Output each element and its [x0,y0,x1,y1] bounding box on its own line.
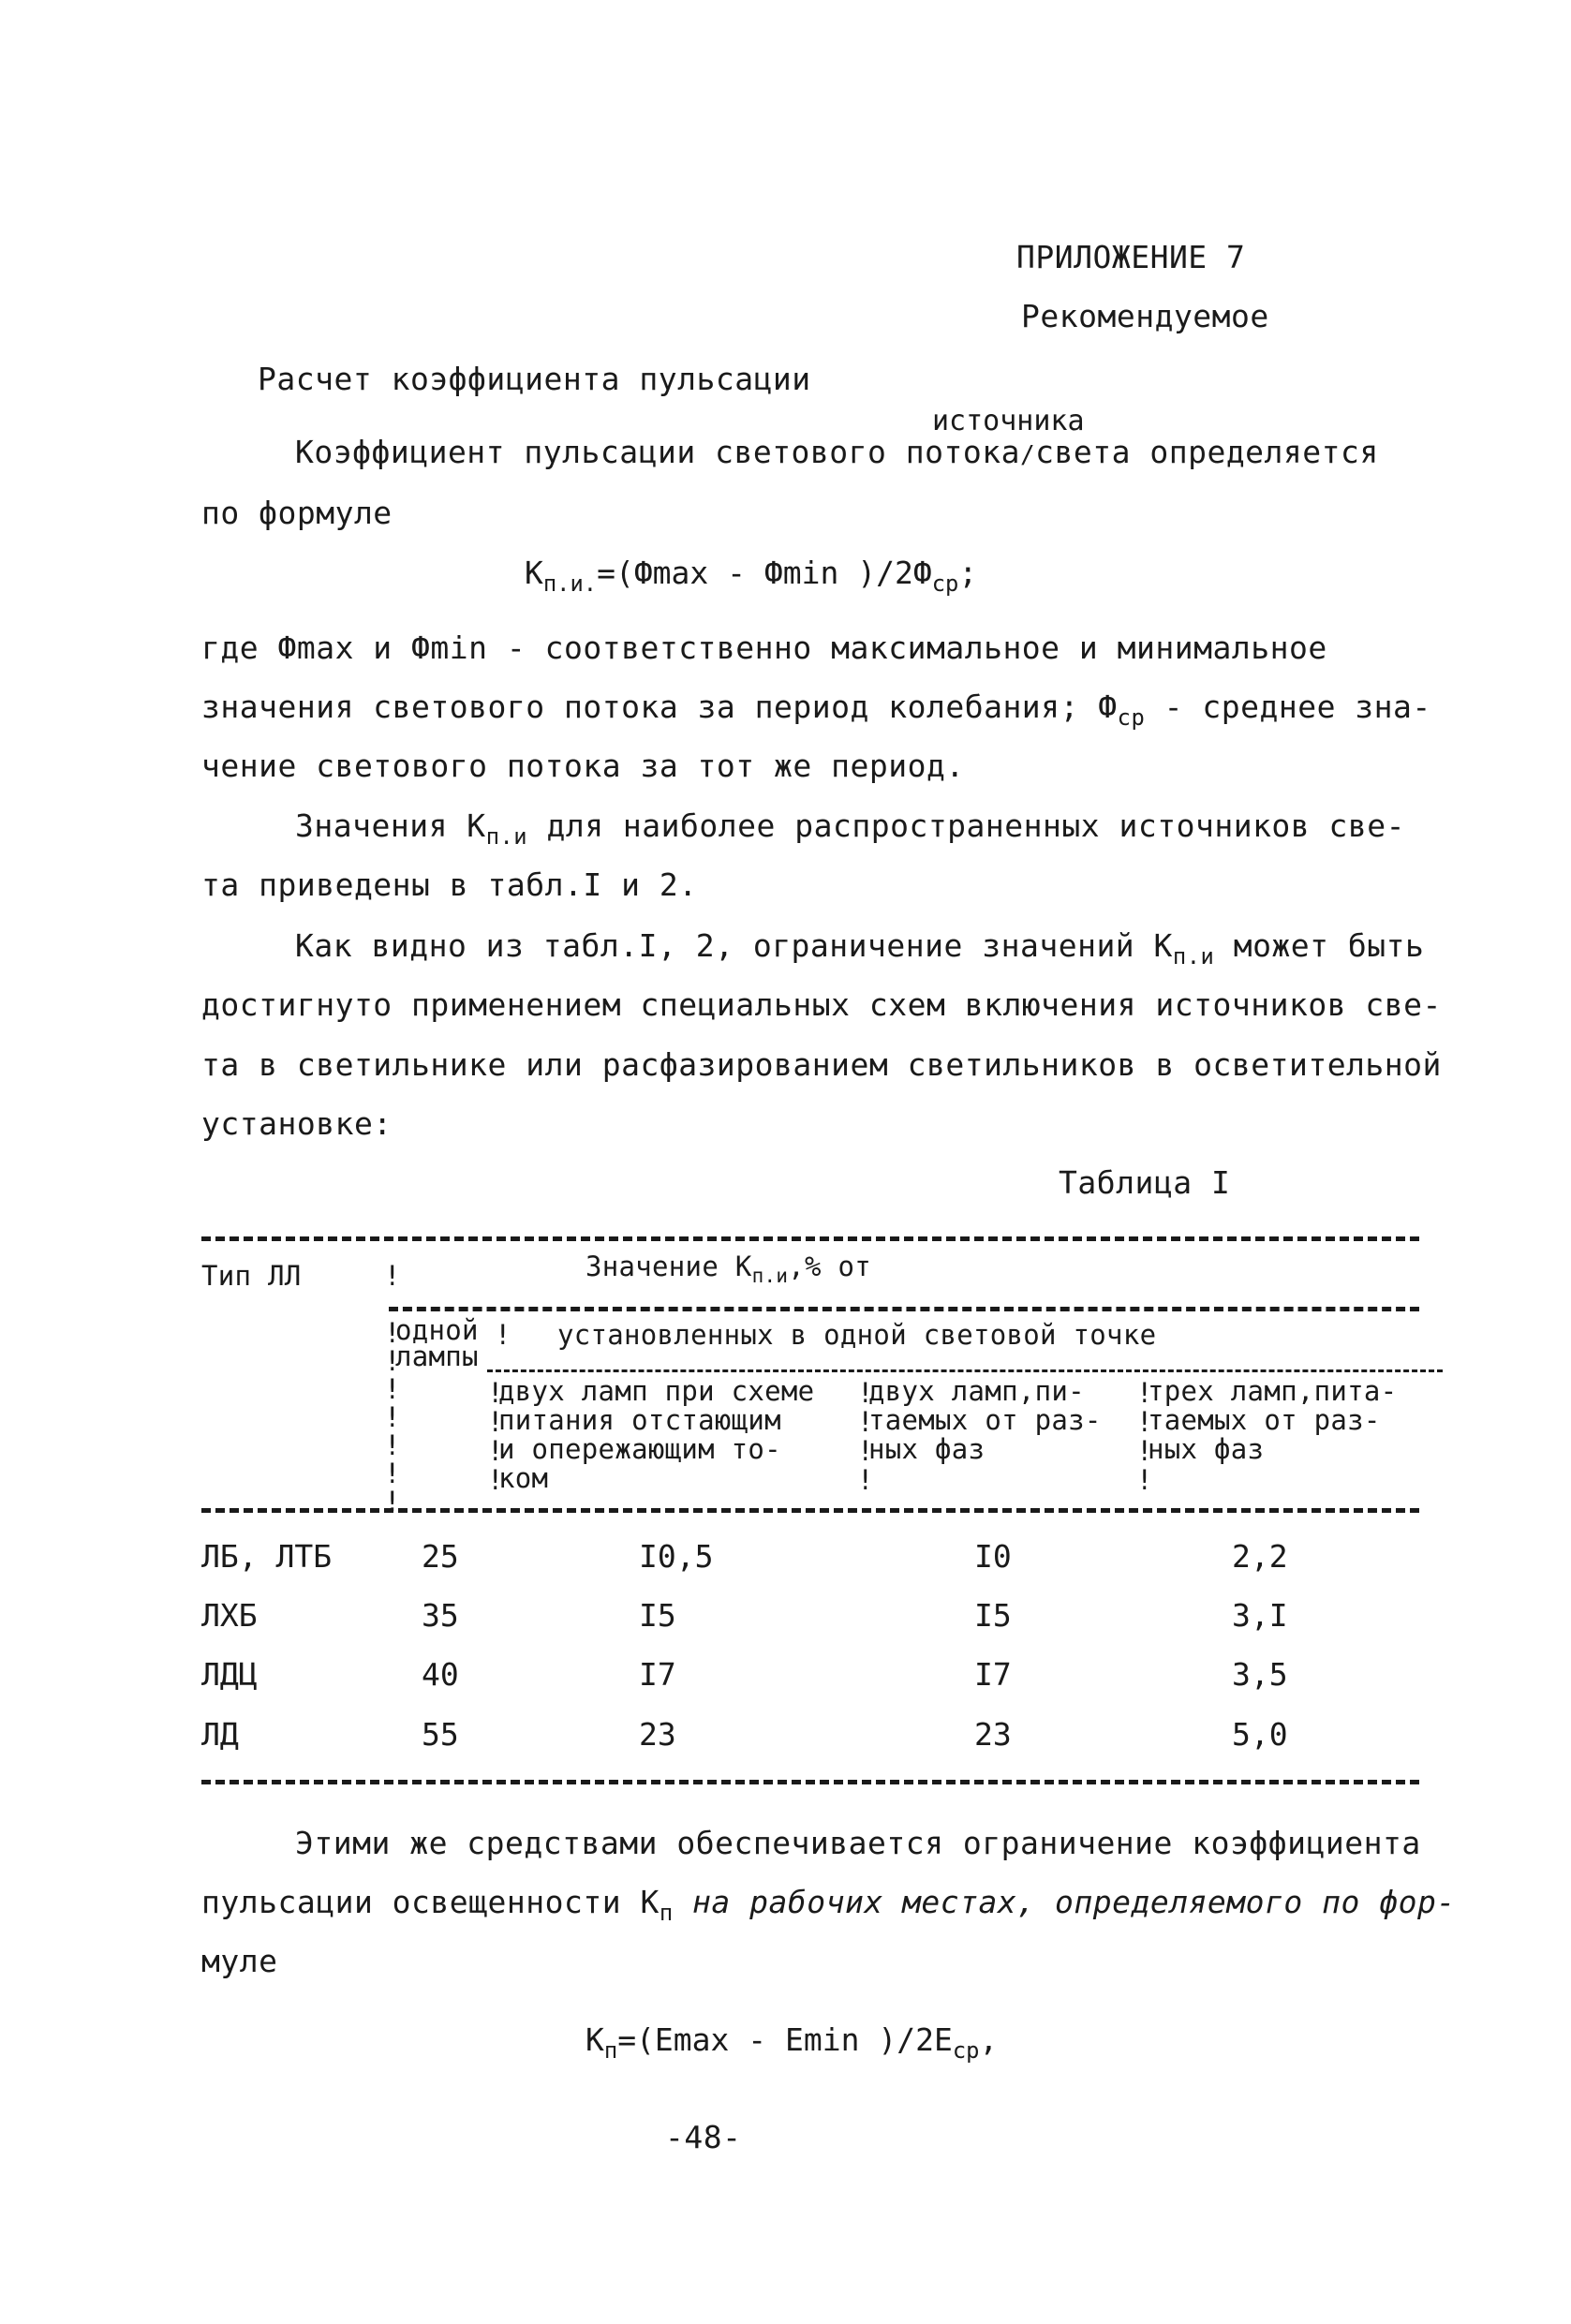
col-group-header [585,1251,872,1288]
cell-two-shift: I7 [639,1656,676,1693]
cell-type: ЛД [201,1716,239,1753]
paragraph4-text-a: Как видно из табл.I, 2, ограничение значений К [295,927,1173,964]
cell-three-phases: 5,0 [1232,1716,1288,1753]
cell-type: ЛДЦ [201,1656,258,1693]
cell-type: ЛБ, ЛТБ [201,1538,333,1575]
paragraph3-sub: п.и [485,823,528,851]
cell-two-shift: I0,5 [639,1538,714,1575]
cell-one-lamp: 35 [422,1597,459,1634]
col-header-two-phase-shift [498,1377,814,1493]
formula-ripple-flux [525,555,978,598]
cell-two-phases: 23 [974,1716,1012,1753]
page-number: -48- [665,2119,742,2155]
col-two-shift-line1: двух ламп при схеме [498,1375,815,1407]
col-subgroup-header: установленных в одной световой точке [557,1319,1157,1351]
col-one-lamp-line2: лампы [395,1340,479,1372]
col-two-phases-line2: таемых от раз- [868,1404,1102,1436]
cell-one-lamp: 55 [422,1716,459,1753]
paragraph2-line2 [201,688,1431,732]
paragraph3-line2: та приведены в табл.I и 2. [201,866,698,903]
paragraph5-sub: п [659,1900,674,1927]
group-header-text-b: ,% от [788,1251,872,1282]
col-three-phases-line3: ных фаз [1148,1433,1265,1465]
paragraph1-line1 [295,434,1379,470]
paragraph5-line2 [201,1884,1456,1927]
paragraph4-sub: п.и [1172,943,1215,970]
paragraph4-line3: та в светильнике или расфазированием светильников в осветительной [201,1046,1442,1083]
paragraph5-text-b: на рабочих местах, определяемого по фор- [673,1884,1456,1920]
appendix-heading: ПРИЛОЖЕНИЕ 7 [1016,239,1246,275]
paragraph2-line3: чение светового потока за тот же период. [201,748,965,784]
table-top-rule [201,1236,1419,1241]
paragraph5-text-a: пульсации освещенности К [201,1884,660,1920]
cell-one-lamp: 25 [422,1538,459,1575]
column-separator: ! ! ! ! [857,1377,874,1496]
insertion-note: источника [932,405,1085,437]
col-two-phases-line3: ных фаз [868,1433,986,1465]
formula1-phi-sub: ср [931,570,959,598]
paragraph3-text-a: Значения К [295,807,486,844]
col-header-one-lamp [395,1314,479,1372]
paragraph2-line1: где Фmax и Фmin - соответственно максимальное и минимальное [201,629,1327,666]
table-subgroup-rule [487,1369,1443,1372]
paragraph4-line2: достигнуто применением специальных схем включения источников све- [201,986,1442,1023]
paragraph5-line3: муле [201,1943,278,1979]
col-header-type: Тип ЛЛ [201,1260,302,1292]
column-separator: ! ! ! ! [1136,1377,1153,1496]
cell-two-phases: I0 [974,1538,1012,1575]
col-one-lamp-line1: одной [395,1314,479,1346]
cell-two-shift: I5 [639,1597,676,1634]
formula2-end: , [979,2021,999,2058]
col-three-phases-line2: таемых от раз- [1148,1404,1381,1436]
column-separator: ! ! ! ! [487,1377,504,1496]
column-separator: ! [495,1319,511,1351]
cell-two-phases: I5 [974,1597,1012,1634]
col-two-shift-line4: ком [498,1462,549,1494]
formula1-k-sub: п.и. [542,570,598,598]
cell-type: ЛХБ [201,1597,258,1634]
cell-one-lamp: 40 [422,1656,459,1693]
col-two-shift-line3: и опережающим то- [498,1433,781,1465]
table-group-rule [389,1307,1419,1311]
paragraph2-sub: ср [1117,704,1146,732]
cell-two-phases: I7 [974,1656,1012,1693]
formula1-k: К [525,555,543,591]
cell-two-shift: 23 [639,1716,676,1753]
paragraph5-line1: Этими же средствами обеспечивается ограничение коэффициента [295,1825,1421,1861]
cell-three-phases: 3,5 [1232,1656,1288,1693]
cell-three-phases: 3,I [1232,1597,1288,1634]
paragraph2-text-b: - среднее зна- [1145,688,1431,725]
column-separator: ! [384,1260,401,1292]
formula1-body: =(Фmax - Фmin )/2Ф [597,555,932,591]
col-header-three-phases [1148,1377,1397,1464]
section-title: Расчет коэффициента пульсации [258,361,811,397]
paragraph1-text-b: света определяется [1035,434,1379,470]
paragraph4-text-b: может быть [1214,927,1425,964]
paragraph4-line4: установке: [201,1105,393,1142]
formula1-end: ; [958,555,978,591]
table-bottom-rule [201,1780,1419,1784]
col-two-phases-line1: двух ламп,пи- [868,1375,1085,1407]
paragraph3-text-b: для наиболее распространенных источников све- [527,807,1406,844]
paragraph4-line1 [295,927,1425,970]
formula2-k: К [585,2021,604,2058]
group-header-text-a: Значение К [585,1251,752,1282]
paragraph2-text-a: значения светового потока за период колебания; Ф [201,688,1118,725]
column-separator: ! ! ! ! ! ! ! [384,1317,401,1517]
cell-three-phases: 2,2 [1232,1538,1288,1575]
paragraph1-text-a: Коэффициент пульсации светового потока [295,434,1020,470]
formula2-e-sub: ср [952,2037,980,2065]
paragraph3-line1 [295,807,1406,851]
formula-ripple-illuminance [585,2021,999,2065]
formula2-body: =(Emax - Emin )/2E [617,2021,953,2058]
col-three-phases-line1: трех ламп,пита- [1148,1375,1398,1407]
paragraph1-line2: по формуле [201,495,393,531]
col-two-shift-line2: питания отстающим [498,1404,781,1436]
formula2-k-sub: п [603,2037,618,2065]
table-caption: Таблица I [1059,1164,1231,1201]
group-header-sub: п.и [751,1265,789,1288]
insertion-mark: ∕ [1019,441,1036,469]
recommended-label: Рекомендуемое [1021,298,1269,334]
col-header-two-phases [868,1377,1102,1464]
